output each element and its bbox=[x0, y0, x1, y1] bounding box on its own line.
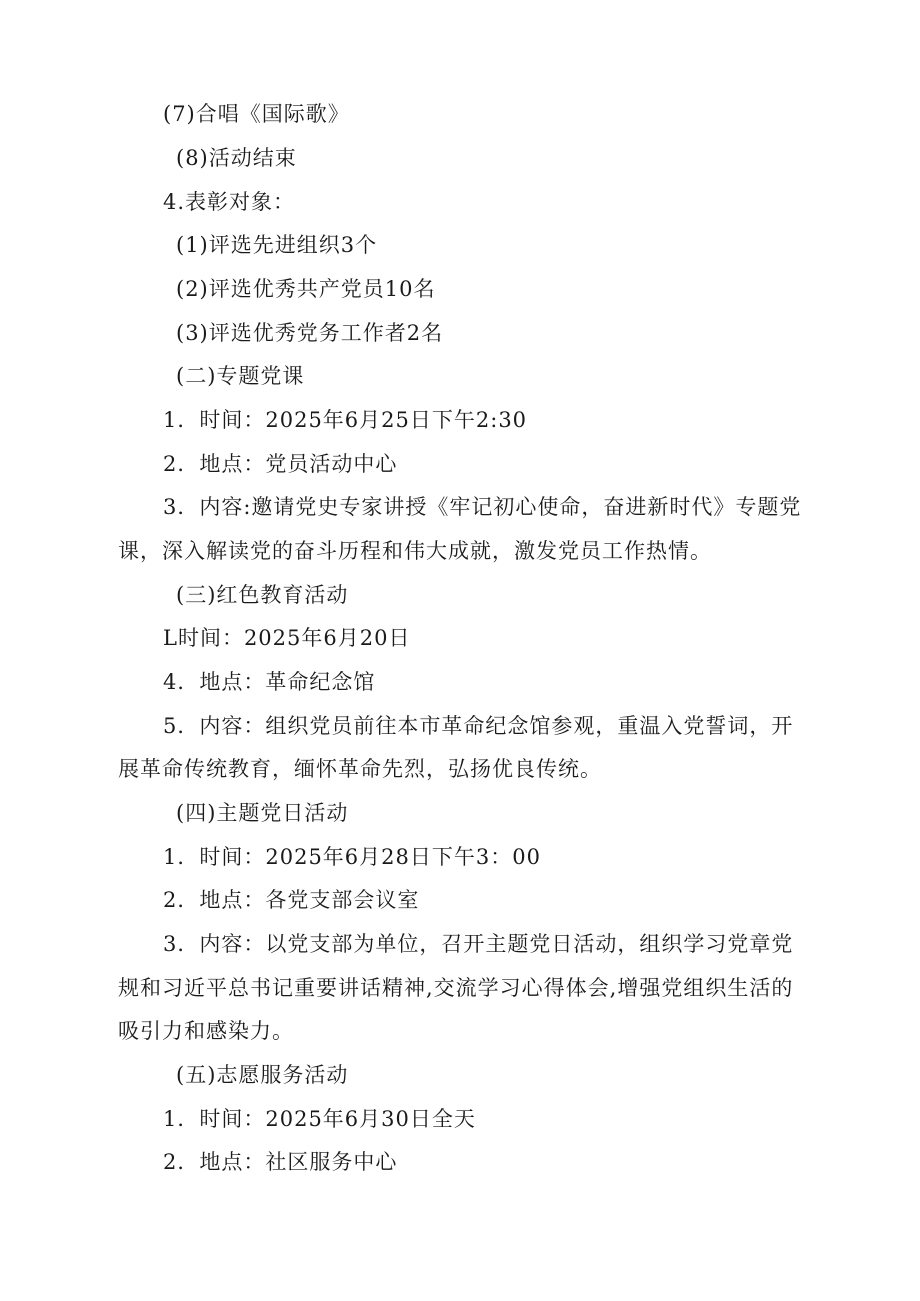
section-heading: (三)红色教育活动 bbox=[176, 583, 349, 607]
section-heading: (四)主题党日活动 bbox=[176, 801, 349, 825]
text-line: L时间：2025年6月20日 bbox=[163, 626, 411, 650]
text-line: 展革命传统教育，缅怀革命先烈，弘扬优良传统。 bbox=[118, 757, 602, 781]
text-line: (3)评选优秀党务工作者2名 bbox=[176, 321, 444, 345]
text-line: 1．时间：2025年6月30日全天 bbox=[163, 1107, 476, 1131]
text-line: 1．时间：2025年6月25日下午2:30 bbox=[163, 408, 528, 432]
text-line: 4.表彰对象： bbox=[163, 190, 296, 214]
text-line: (7)合唱《国际歌》 bbox=[163, 102, 350, 126]
text-line: (8)活动结束 bbox=[176, 146, 297, 170]
text-line: 3．内容:邀请党史专家讲授《牢记初心使命，奋进新时代》专题党 bbox=[163, 495, 802, 519]
text-line: (2)评选优秀共产党员10名 bbox=[176, 277, 436, 301]
text-line: 规和习近平总书记重要讲话精神,交流学习心得体会,增强党组织生活的 bbox=[118, 976, 794, 1000]
text-line: 3．内容：以党支部为单位，召开主题党日活动，组织学习党章党 bbox=[163, 932, 794, 956]
text-line: 2．地点：社区服务中心 bbox=[163, 1150, 398, 1174]
text-line: 5．内容：组织党员前往本市革命纪念馆参观，重温入党誓词，开 bbox=[163, 714, 794, 738]
text-line: 4．地点：革命纪念馆 bbox=[163, 670, 376, 694]
text-line: 课，深入解读党的奋斗历程和伟大成就，激发党员工作热情。 bbox=[118, 539, 712, 563]
section-heading: (五)志愿服务活动 bbox=[176, 1063, 349, 1087]
text-line: 2．地点：党员活动中心 bbox=[163, 452, 398, 476]
text-line: 1．时间：2025年6月28日下午3：00 bbox=[163, 845, 541, 869]
section-heading: (二)专题党课 bbox=[176, 364, 305, 388]
text-line: 吸引力和感染力。 bbox=[118, 1019, 294, 1043]
text-line: (1)评选先进组织3个 bbox=[176, 233, 378, 257]
text-line: 2．地点：各党支部会议室 bbox=[163, 888, 420, 912]
